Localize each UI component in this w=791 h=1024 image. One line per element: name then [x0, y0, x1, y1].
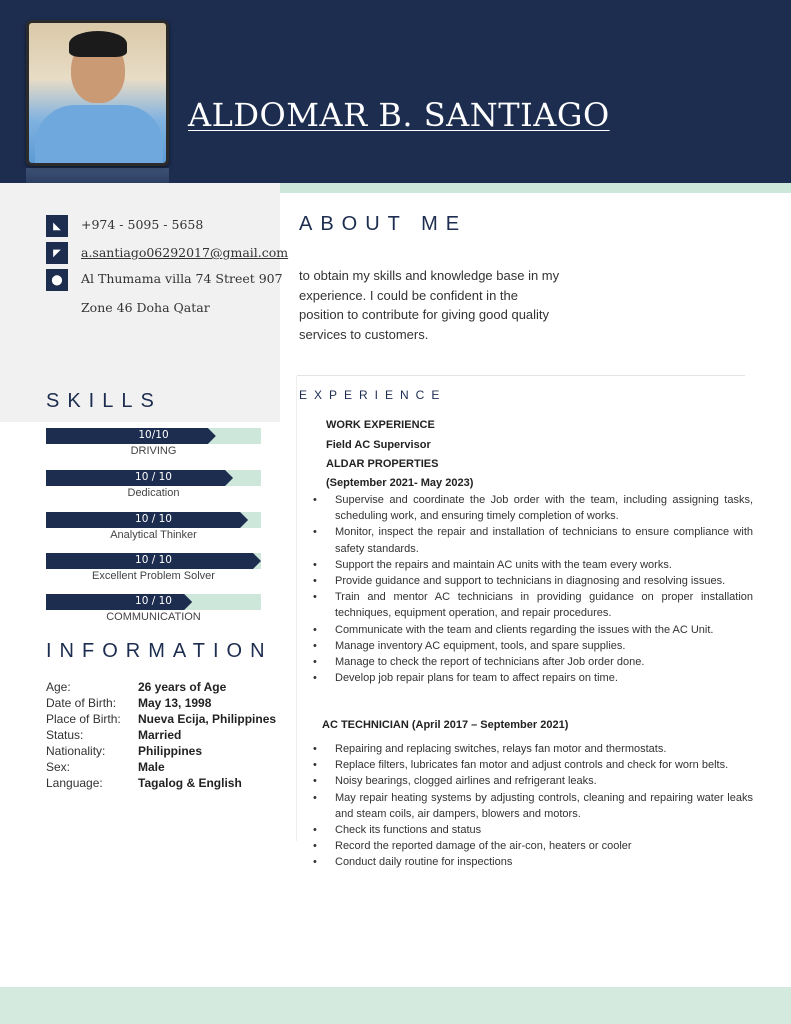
divider	[296, 376, 297, 841]
duty-item: • Train and mentor AC technicians in providing guidance on proper installation techniques, equipment operation, and repair procedures.	[335, 589, 753, 621]
about-text: to obtain my skills and knowledge base in my experience. I could be confident in the position to contribute for giving good quality services to customers.	[299, 268, 560, 342]
duty-item: • Monitor, inspect the repair and installation of technicians to ensure compliance with safety standards.	[335, 524, 753, 556]
info-key: Sex:	[46, 760, 71, 774]
divider	[297, 375, 745, 376]
job2-duties	[335, 741, 753, 871]
skill-item	[46, 553, 261, 582]
address-line2: Zone 46 Doha Qatar	[81, 300, 210, 315]
work-experience-heading: WORK EXPERIENCE	[326, 419, 435, 431]
full-name: ALDOMAR B. SANTIAGO	[188, 96, 610, 134]
info-key: Language:	[46, 776, 103, 790]
duty-item: • May repair heating systems by adjusting controls, cleaning and repairing water leaks and steam coils, air dampers, blowers and motors.	[335, 790, 753, 822]
info-value: Married	[138, 728, 182, 742]
skill-bar	[46, 594, 261, 610]
info-key: Nationality:	[46, 744, 106, 758]
accent-strip	[280, 183, 791, 193]
job-role: Field AC Supervisor	[326, 439, 431, 451]
location-pin-icon: ⬤	[46, 269, 68, 291]
info-value: 26 years of Age	[138, 680, 227, 694]
phone-icon: ◣	[46, 215, 68, 237]
skill-bar	[46, 428, 261, 444]
footer-band	[0, 987, 791, 1024]
info-row	[46, 760, 165, 774]
info-row	[46, 696, 211, 710]
info-value: Philippines	[138, 744, 203, 758]
duty-item: • Provide guidance and support to technicians in diagnosing and resolving issues.	[335, 573, 753, 589]
phone-text: +974 - 5095 - 5658	[81, 217, 204, 232]
job-period: (September 2021- May 2023)	[326, 477, 474, 489]
skill-bar	[46, 512, 261, 528]
duty-item: • Manage to check the report of technicians after Job order done.	[335, 654, 753, 670]
skill-bar	[46, 553, 261, 569]
skill-label: DRIVING	[130, 445, 177, 457]
address-line1: Al Thumama villa 74 Street 907	[81, 271, 283, 286]
duty-item: • Communicate with the team and clients regarding the issues with the AC Unit.	[335, 622, 753, 638]
duty-item: • Support the repairs and maintain AC units with the team every works.	[335, 557, 753, 573]
duty-item: • Repairing and replacing switches, relays fan motor and thermostats.	[335, 741, 753, 757]
skill-item	[46, 512, 261, 541]
skill-label: Dedication	[127, 487, 180, 499]
info-row	[46, 776, 242, 790]
about-heading: ABOUT ME	[299, 213, 468, 235]
skill-label: Analytical Thinker	[110, 529, 197, 541]
skill-score: 10 / 10	[135, 513, 172, 525]
skill-label: Excellent Problem Solver	[92, 570, 215, 582]
info-key: Age:	[46, 680, 71, 694]
info-key: Status:	[46, 728, 84, 742]
info-row	[46, 712, 276, 726]
skill-score: 10 / 10	[135, 554, 172, 566]
experience-heading: EXPERIENCE	[299, 388, 447, 402]
info-row	[46, 744, 202, 758]
information-heading: INFORMATION	[46, 640, 273, 662]
duty-item: • Record the reported damage of the air-con, heaters or cooler	[335, 838, 753, 854]
info-value: Tagalog & English	[138, 776, 242, 790]
info-value: Nueva Ecija, Philippines	[138, 712, 277, 726]
info-key: Date of Birth:	[46, 696, 117, 710]
duty-item: • Manage inventory AC equipment, tools, and spare supplies.	[335, 638, 753, 654]
duty-item: • Conduct daily routine for inspections	[335, 854, 753, 870]
job2-title: AC TECHNICIAN (April 2017 – September 2021)	[322, 719, 569, 731]
info-value: May 13, 1998	[138, 696, 212, 710]
profile-photo	[26, 20, 169, 166]
skill-score: 10 / 10	[135, 471, 172, 483]
duty-item: • Noisy bearings, clogged airlines and refrigerant leaks.	[335, 773, 753, 789]
skill-item	[46, 470, 261, 499]
email-icon: ◤	[46, 242, 68, 264]
skill-score: 10/10	[138, 429, 169, 441]
duty-item: • Check its functions and status	[335, 822, 753, 838]
skills-heading: SKILLS	[46, 390, 162, 412]
info-row	[46, 728, 181, 742]
info-key: Place of Birth:	[46, 712, 121, 726]
skill-label: COMMUNICATION	[106, 611, 201, 623]
skill-bar	[46, 470, 261, 486]
job-company: ALDAR PROPERTIES	[326, 458, 439, 470]
skill-score: 10 / 10	[135, 595, 172, 607]
skill-item	[46, 594, 261, 623]
email-link[interactable]: a.santiago06292017@gmail.com	[81, 245, 289, 260]
duty-item: • Develop job repair plans for team to affect repairs on time.	[335, 670, 753, 686]
job1-duties	[335, 492, 753, 686]
skill-item	[46, 428, 261, 457]
info-value: Male	[138, 760, 165, 774]
duty-item: • Replace filters, lubricates fan motor and adjust controls and check for worn belts.	[335, 757, 753, 773]
info-row	[46, 680, 226, 694]
duty-item: • Supervise and coordinate the Job order with the team, including assigning tasks, scheduling work, and ensuring timely completion of works.	[335, 492, 753, 524]
